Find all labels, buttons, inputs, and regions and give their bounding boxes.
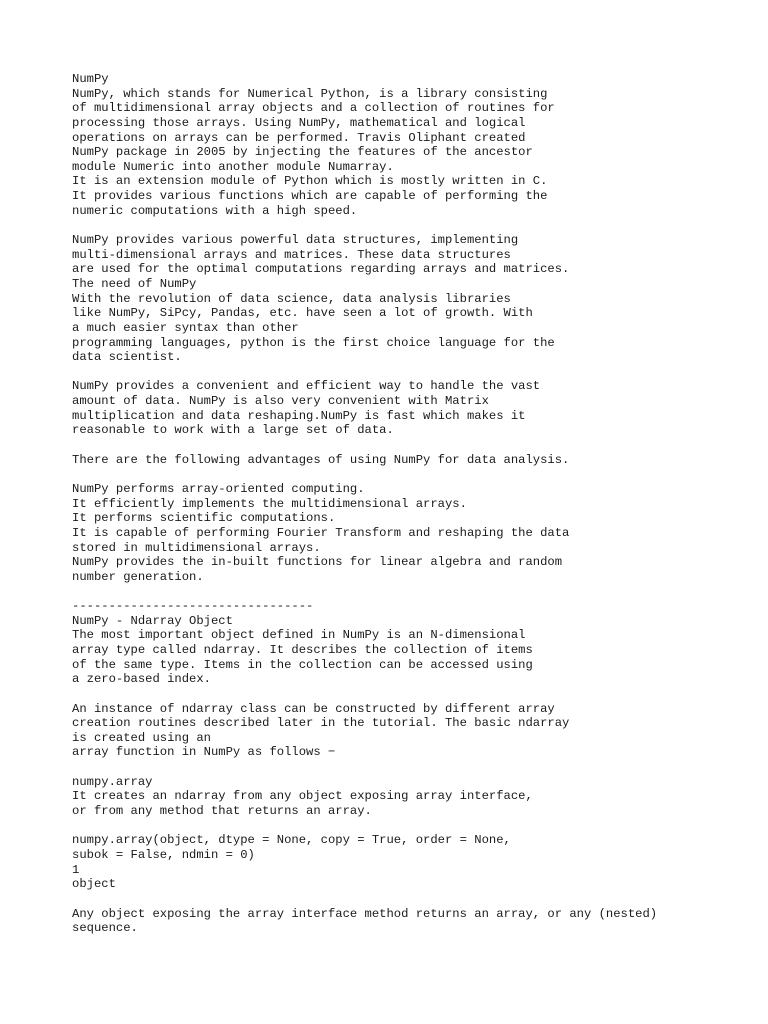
text-line: NumPy package in 2005 by injecting the features of the ancestor [72,145,533,160]
text-line: numpy.array [72,774,153,789]
blank-line [72,438,712,453]
text-line: NumPy performs array-oriented computing. [72,481,365,496]
text-line: object [72,877,116,892]
text-line: NumPy provides a convenient and efficient way to handle the vast [72,379,541,394]
blank-line [72,819,712,834]
blank-line [72,467,712,482]
text-line: It is an extension module of Python which is mostly written in C. [72,174,548,189]
text-line: is created using an [72,730,211,745]
text-line: 1 [72,862,80,877]
text-line: With the revolution of data science, data analysis libraries [72,291,511,306]
text-line: It is capable of performing Fourier Transform and reshaping the data [72,525,570,540]
text-line: amount of data. NumPy is also very convenient with Matrix [72,394,489,409]
text-line: data scientist. [72,350,182,365]
blank-line [72,584,712,599]
text-line: numeric computations with a high speed. [72,203,358,218]
document-body [72,72,712,936]
text-line: a much easier syntax than other [72,320,299,335]
text-line: There are the following advantages of using NumPy for data analysis. [72,452,570,467]
text-line: creation routines described later in the tutorial. The basic ndarray [72,716,570,731]
text-line: of the same type. Items in the collection can be accessed using [72,657,533,672]
text-line: programming languages, python is the first choice language for the [72,335,555,350]
text-line: --------------------------------- [72,599,314,614]
text-line: operations on arrays can be performed. Travis Oliphant created [72,130,526,145]
text-line: sequence. [72,921,138,936]
text-line: NumPy provides the in-built functions for linear algebra and random [72,555,563,570]
blank-line [72,687,712,702]
text-line: subok = False, ndmin = 0) [72,847,255,862]
text-line: processing those arrays. Using NumPy, mathematical and logical [72,115,526,130]
text-line: array function in NumPy as follows − [72,745,336,760]
text-line: NumPy [72,72,109,86]
text-line: multi-dimensional arrays and matrices. These data structures [72,247,511,262]
text-line: module Numeric into another module Numarray. [72,159,394,174]
text-line: An instance of ndarray class can be constructed by different array [72,701,555,716]
text-line: NumPy - Ndarray Object [72,613,233,628]
text-line: reasonable to work with a large set of data. [72,423,394,438]
text-line: number generation. [72,569,204,584]
text-line: are used for the optimal computations regarding arrays and matrices. [72,262,570,277]
text-line: like NumPy, SiPcy, Pandas, etc. have seen a lot of growth. With [72,306,533,321]
text-line: It creates an ndarray from any object exposing array interface, [72,789,533,804]
text-line: a zero-based index. [72,672,211,687]
text-line: multiplication and data reshaping.NumPy is fast which makes it [72,408,526,423]
text-line: The most important object defined in NumPy is an N-dimensional [72,628,526,643]
text-line: It provides various functions which are capable of performing the [72,189,548,204]
text-line: stored in multidimensional arrays. [72,540,321,555]
text-line: array type called ndarray. It describes the collection of items [72,642,533,657]
text-line: NumPy provides various powerful data structures, implementing [72,233,519,248]
text-line: numpy.array(object, dtype = None, copy = True, order = None, [72,833,511,848]
text-line: Any object exposing the array interface method returns an array, or any (nested) [72,906,658,921]
blank-line [72,218,712,233]
text-line: of multidimensional array objects and a collection of routines for [72,101,555,116]
text-line: or from any method that returns an array. [72,804,372,819]
blank-line [72,892,712,907]
blank-line [72,760,712,775]
text-line: The need of NumPy [72,276,197,291]
text-line: It performs scientific computations. [72,511,336,526]
blank-line [72,365,712,380]
text-line: It efficiently implements the multidimensional arrays. [72,496,467,511]
text-line: NumPy, which stands for Numerical Python, is a library consisting [72,86,548,101]
